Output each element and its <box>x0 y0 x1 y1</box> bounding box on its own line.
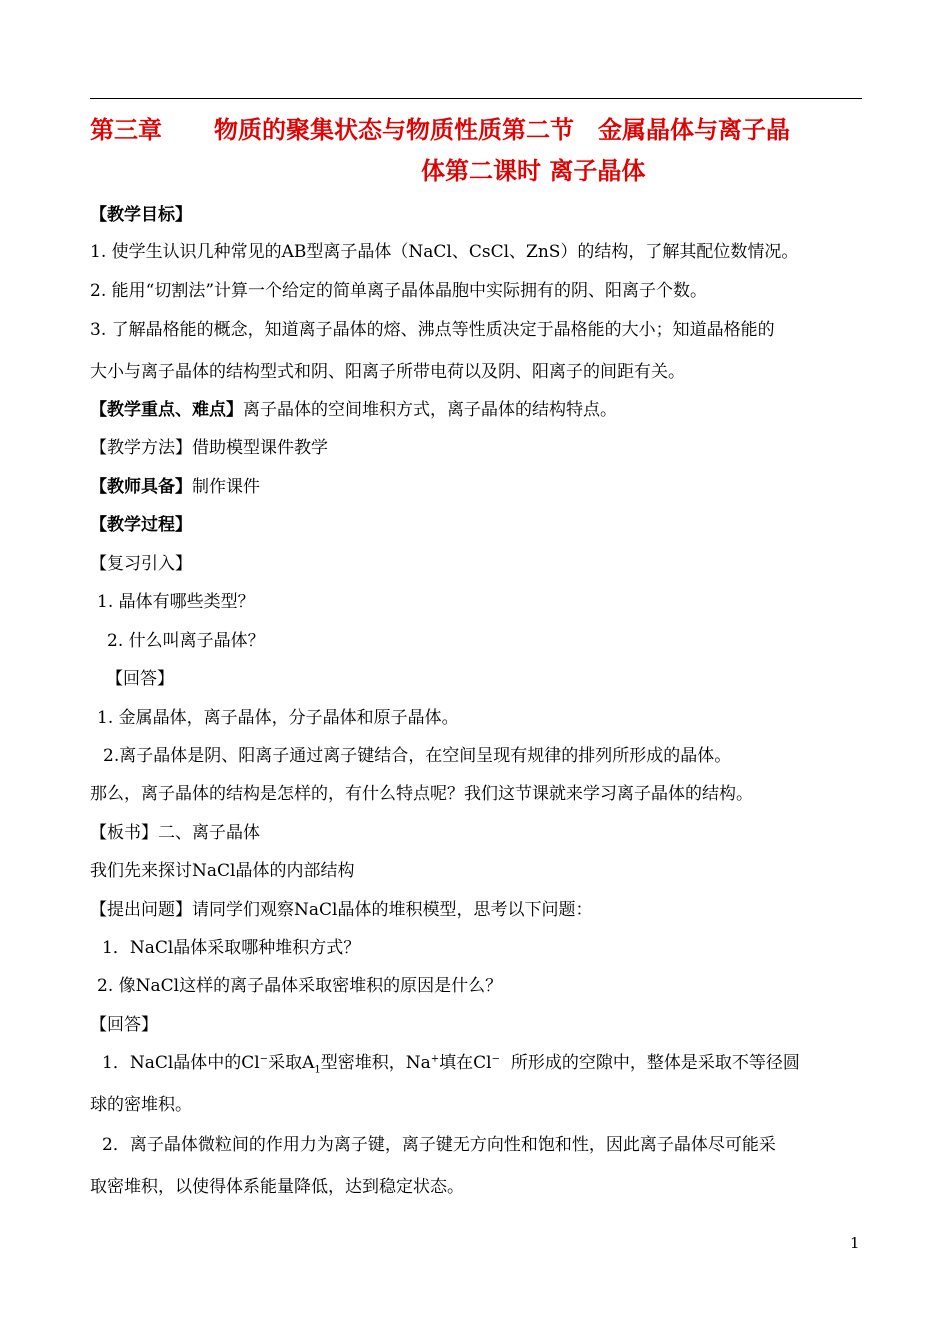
key-points <box>90 398 617 422</box>
answer-1-part: 型密堆积，Na <box>320 1053 431 1073</box>
key-points-label: 【教学重点、难点】 <box>90 400 243 420</box>
answer-1-part: 采取A <box>268 1053 315 1073</box>
answer-heading: 【回答】 <box>90 1015 158 1035</box>
question-prompt <box>90 898 592 922</box>
question-1: 1．NaCl晶体采取哪种堆积方式？ <box>102 938 361 958</box>
review-answer-2: 2.离子晶体是阴、阳离子通过离子键结合，在空间呈现有规律的排列所形成的晶体。 <box>103 746 732 766</box>
question-label: 【提出问题】 <box>90 900 192 920</box>
objective-2: 2. 能用“切割法”计算一个给定的简单离子晶体晶胞中实际拥有的阴、阳离子个数。 <box>90 281 708 301</box>
question-2: 2. 像NaCl这样的离子晶体采取密堆积的原因是什么？ <box>97 976 503 996</box>
explore-text: 我们先来探讨NaCl晶体的内部结构 <box>90 861 355 881</box>
page-title-line-1 <box>90 113 862 147</box>
prep-label: 【教师具备】 <box>90 477 192 497</box>
objective-3: 3. 了解晶格能的概念，知道离子晶体的熔、沸点等性质决定于晶格能的大小；知道晶格能的 <box>90 320 775 340</box>
method-label: 【教学方法】 <box>90 438 192 458</box>
sodium-charge: + <box>430 1053 440 1065</box>
review-answer-1: 1. 金属晶体，离子晶体，分子晶体和原子晶体。 <box>97 708 459 728</box>
page-number: 1 <box>850 1234 860 1252</box>
key-points-text: 离子晶体的空间堆积方式，离子晶体的结构特点。 <box>243 400 617 420</box>
board-text: 二、离子晶体 <box>158 823 260 843</box>
objective-1: 1. 使学生认识几种常见的AB型离子晶体（NaCl、CsCl、ZnS）的结构，了解其配位数情况。 <box>90 242 799 262</box>
review-question-2: 2. 什么叫离子晶体？ <box>107 631 265 651</box>
transition-text: 那么，离子晶体的结构是怎样的，有什么特点呢？我们这节课就来学习离子晶体的结构。 <box>90 784 753 804</box>
objective-3-cont: 大小与离子晶体的结构型式和阴、阳离子所带电荷以及阴、阳离子的间距有关。 <box>90 362 685 382</box>
page-title-line-2: 体第二课时 离子晶体 <box>421 156 646 185</box>
objectives-heading: 【教学目标】 <box>90 205 192 225</box>
answer-1-part: 1．NaCl晶体中的Cl <box>102 1053 260 1073</box>
chapter-label: 第三章 <box>90 115 162 144</box>
review-question-1: 1. 晶体有哪些类型？ <box>97 592 255 612</box>
teaching-method <box>90 436 328 460</box>
chloride-charge: − <box>259 1053 269 1065</box>
chloride-charge: − <box>491 1053 501 1065</box>
header-rule <box>90 98 862 99</box>
answer-1-part: 填在Cl <box>439 1053 492 1073</box>
answer-1-part: 所形成的空隙中，整体是采取不等径圆 <box>500 1053 800 1073</box>
method-text: 借助模型课件教学 <box>192 438 328 458</box>
board-label: 【板书】 <box>90 823 158 843</box>
title-text: 物质的聚集状态与物质性质第二节 金属晶体与离子晶 <box>214 115 790 144</box>
teacher-prep <box>90 475 260 499</box>
review-heading: 【复习引入】 <box>90 554 192 574</box>
review-answer-heading: 【回答】 <box>106 669 174 689</box>
answer-1 <box>102 1051 800 1075</box>
prep-text: 制作课件 <box>192 477 260 497</box>
board-note <box>90 821 260 845</box>
process-heading: 【教学过程】 <box>90 515 192 535</box>
answer-2: 2．离子晶体微粒间的作用力为离子键，离子键无方向性和饱和性，因此离子晶体尽可能采 <box>102 1135 776 1155</box>
answer-2-cont: 取密堆积，以使得体系能量降低，达到稳定状态。 <box>90 1177 464 1197</box>
packing-subscript: 1 <box>314 1064 321 1076</box>
answer-1-cont: 球的密堆积。 <box>90 1095 192 1115</box>
question-text: 请同学们观察NaCl晶体的堆积模型，思考以下问题： <box>192 900 593 920</box>
